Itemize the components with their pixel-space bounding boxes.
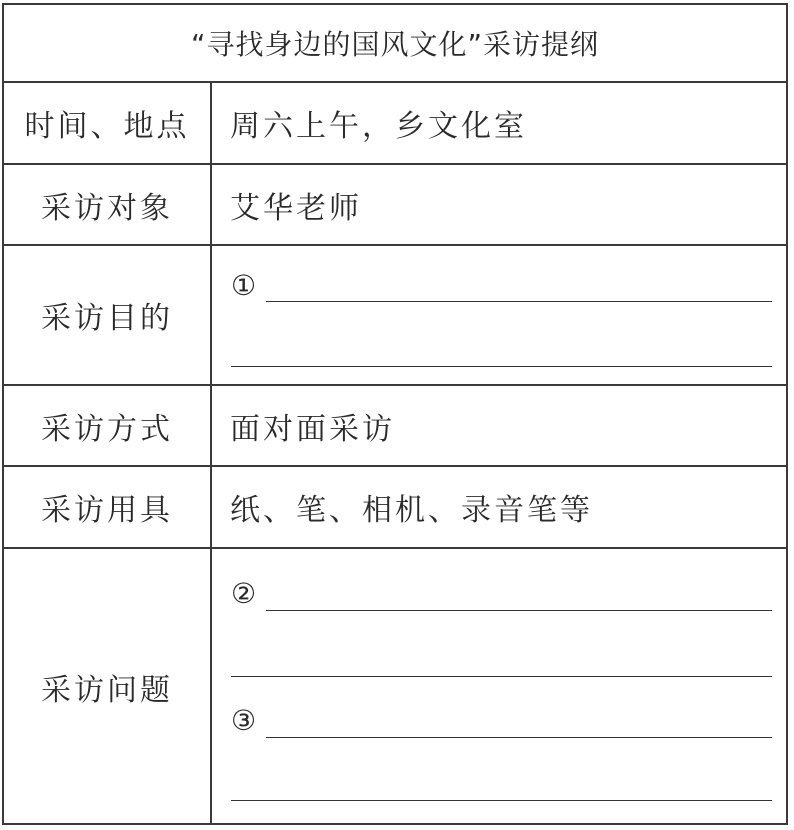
row-label-time-place: 时间、地点 <box>24 109 190 144</box>
row-label-method: 采访方式 <box>41 411 173 447</box>
blank-marker-3: ③ <box>231 704 257 737</box>
row-label-interviewee: 采访对象 <box>41 190 173 226</box>
form-title: “寻找身边的国风文化”采访提纲 <box>190 28 599 61</box>
row-label-tools: 采访用具 <box>41 493 173 528</box>
question-answer-line-3[interactable] <box>266 737 772 738</box>
column-divider <box>210 82 212 825</box>
question-answer-line-4[interactable] <box>231 800 772 801</box>
purpose-answer-line-1[interactable] <box>266 301 772 302</box>
row-value-tools: 纸、笔、相机、录音笔等 <box>230 493 593 528</box>
question-answer-line-1[interactable] <box>266 610 772 611</box>
purpose-answer-line-2[interactable] <box>231 366 772 367</box>
row-value-time-place: 周六上午，乡文化室 <box>230 109 527 144</box>
row-value-interviewee: 艾华老师 <box>230 190 362 226</box>
blank-marker-1: ① <box>231 269 257 302</box>
blank-marker-2: ② <box>231 577 257 610</box>
question-answer-line-2[interactable] <box>231 676 772 677</box>
row-label-purpose: 采访目的 <box>41 301 173 336</box>
row-label-questions: 采访问题 <box>41 673 173 708</box>
row-value-method: 面对面采访 <box>230 411 395 447</box>
